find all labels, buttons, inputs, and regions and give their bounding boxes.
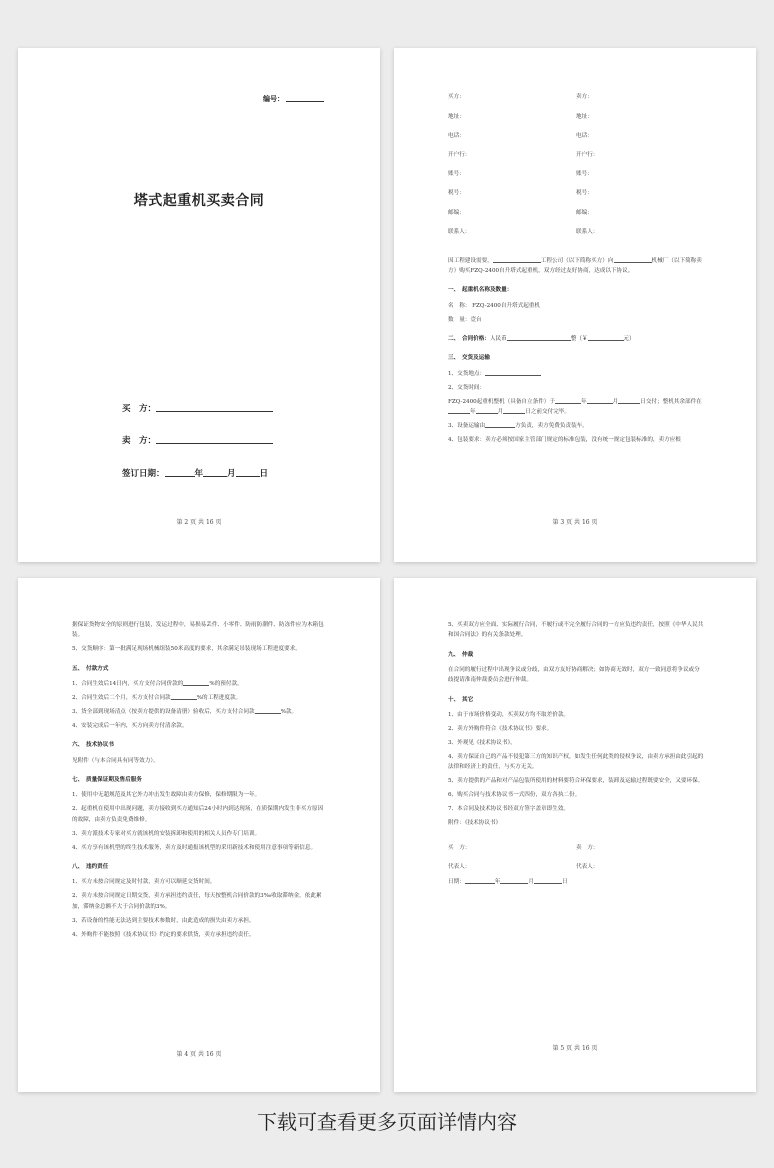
- year-label: 年: [194, 469, 204, 479]
- intro-text: 因工程建设需要，: [448, 257, 493, 264]
- clause-text: 元）: [623, 335, 635, 342]
- cover-sign-date-field: [122, 467, 268, 479]
- blank: [476, 413, 498, 414]
- clause-text: 1、交货地点：: [448, 370, 486, 377]
- party-row: [448, 107, 704, 126]
- party-row: [448, 88, 704, 107]
- clause: [72, 679, 328, 689]
- clause: 见附件（与本合同具有同等效力）。: [72, 757, 159, 764]
- party-label: 地址：: [576, 113, 593, 120]
- clause: 在合同的履行过程中出现争议或分歧，由双方友好协商解决；如协商无效时，双方一致同意将争议或分歧提请淮南仲裁委员会进行仲裁。: [448, 667, 700, 684]
- clause-text: 年: [470, 408, 476, 415]
- clause: 3、外观见《技术协议书》。: [448, 740, 516, 747]
- party-label: 联系人：: [576, 228, 599, 235]
- party-label: 邮编：: [448, 209, 465, 216]
- page-footer: 第 2 页 共 16 页: [176, 519, 222, 526]
- month-label: 月: [227, 469, 236, 479]
- blank: [618, 403, 640, 404]
- page-content: [448, 88, 704, 449]
- contract-page-4: [18, 578, 380, 1092]
- blank: [587, 403, 613, 404]
- clause: 名 称： FZQ-2400自升塔式起重机: [448, 302, 540, 309]
- clause-text: 月: [497, 408, 504, 415]
- clause: 2、交货时间：: [448, 384, 486, 391]
- clause: 4、卖方保证自己的产品不侵犯第三方的知识产权，如发生任何此类的侵权争议，由卖方承担由此引起的法律和经济上的责任，与买方无关。: [448, 754, 704, 771]
- party-label: 开户行：: [576, 151, 599, 158]
- section-heading: [448, 334, 704, 344]
- page-content: [448, 620, 704, 891]
- day-label: 日: [259, 469, 269, 479]
- clause: 4、包装要求：卖方必须按国家主管部门规定的标准包装，没有统一规定包装标准的，卖方应根: [448, 436, 681, 443]
- contract-number: [263, 94, 324, 104]
- clause: 4、买方享有该机型的终生技术服务，卖方及时通报该机型的采用新技术和使用注意事项等新信息。: [72, 844, 317, 851]
- party-row: [448, 165, 704, 184]
- clause-text: 方负责，卖方免费负责装车。: [515, 422, 588, 429]
- blank: [171, 699, 197, 700]
- section-heading: 八、 违约责任: [72, 864, 109, 871]
- clause: 4、安装完成后一年内，买方向卖方付清余款。: [72, 723, 188, 730]
- clause: 1、使用中无超规范及其它外力冲击发生故障由卖方保修，保修期限为一年。: [72, 792, 261, 799]
- cover-buyer-field: [122, 402, 273, 414]
- clause-text: 2、合同生效后二个月，买方支付合同款: [72, 695, 171, 702]
- clause: 3、卖方派技术专家对买方就该机的安装拆卸和使用的相关人员作专门培训。: [72, 830, 261, 837]
- signature-label: 代表人：: [576, 864, 599, 871]
- clause-text: 日之前交付完毕。: [525, 408, 570, 415]
- page-footer: 第 4 页 共 16 页: [176, 1051, 222, 1058]
- clause: 7、本合同及技术协议书经双方签字盖章即生效。: [448, 806, 570, 813]
- blank: [500, 883, 528, 884]
- signature-label: 买 方：: [448, 845, 471, 852]
- cover-seller-label: 卖 方：: [122, 436, 157, 446]
- clause: 1、买方未按合同规定及时付款，卖方可以顺延交货时间。: [72, 879, 216, 886]
- signature-date: [448, 877, 704, 887]
- clause-text: %款。: [280, 709, 298, 716]
- year-label: 年: [494, 879, 501, 886]
- clause-text: 1、合同生效后14日内，买方支付合同价款的: [72, 681, 184, 688]
- contract-page-3: [394, 48, 756, 562]
- clause-text: 人民币: [489, 335, 507, 342]
- cover-buyer-blank: [156, 411, 273, 412]
- signature-row: [448, 858, 704, 877]
- blank: [493, 262, 541, 263]
- clause: [72, 707, 328, 717]
- signature-label: 代表人：: [448, 864, 471, 871]
- contract-title: 塔式起重机买卖合同: [133, 193, 265, 209]
- page-footer: 第 5 页 共 16 页: [552, 1045, 598, 1052]
- clause-text: 月: [612, 398, 619, 405]
- clause: 6、购买合同与技术协议书一式四份，双方各执二份。: [448, 792, 581, 799]
- clause: [448, 421, 704, 431]
- clause: 据保证货物安全的原则进行包装，发运过程中，易损易丢件、小零件、防雨防潮件、防冻件应为木箱包装。: [72, 622, 324, 639]
- blank: [503, 413, 525, 414]
- blank: [465, 883, 495, 884]
- party-label: 邮编：: [576, 209, 593, 216]
- blank: [485, 375, 541, 376]
- month-blank: [203, 476, 227, 477]
- signature-label: 卖 方：: [576, 845, 599, 852]
- clause: 4、外购件不能按照《技术协议书》约定的要求供货，卖方承担违约责任。: [72, 931, 255, 938]
- section-heading: 十、 其它: [448, 696, 474, 703]
- cover-seller-blank: [156, 443, 273, 444]
- clause-text: %的预付款。: [209, 681, 243, 688]
- day-label: 日: [562, 879, 568, 886]
- clause: 5、买卖双方应全面、实际履行合同，不履行或不完全履行合同的一方应负违约责任，按照《中华人民共和国合同法》的有关条款处理。: [448, 622, 704, 639]
- blank: [448, 413, 470, 414]
- clause-text: 日交付；整机其余部件在: [640, 398, 702, 405]
- party-row: [448, 146, 704, 165]
- party-label: 税号：: [576, 190, 593, 197]
- clause: 数 量：壹台: [448, 316, 482, 323]
- contract-page-5: [394, 578, 756, 1092]
- intro-text: 工程公司（以下简称买方）向: [540, 257, 614, 264]
- party-row: [448, 126, 704, 145]
- party-label: 税号：: [448, 190, 465, 197]
- clause-text: %的工程进度款。: [196, 695, 242, 702]
- clause: 2、卖方外购件符合《技术协议书》要求。: [448, 726, 553, 733]
- contract-number-blank: [286, 101, 324, 102]
- section-heading: 七、 质量保证期及售后服务: [72, 777, 142, 784]
- date-label: 日期：: [448, 879, 465, 886]
- section-heading: 五、 付款方式: [72, 665, 109, 672]
- clause: 附件：《技术协议书》: [448, 820, 502, 827]
- party-row: [448, 184, 704, 203]
- page-content: [72, 620, 328, 944]
- blank: [614, 262, 652, 263]
- party-label: 账号：: [576, 171, 593, 178]
- clause: 3、若设备的性能无法达到主要技术参数时，由此造成的损失由卖方承担。: [72, 917, 255, 924]
- clause-text: 3、货全部到现场清点（按卖方提供的设备清册）验收后，买方支付合同款: [72, 709, 255, 716]
- clause-text: 3、设备运输由: [448, 422, 486, 429]
- contract-number-label: 编号：: [263, 94, 284, 103]
- party-label: 电话：: [576, 132, 593, 139]
- blank: [588, 340, 624, 341]
- intro-paragraph: [448, 256, 704, 277]
- cover-buyer-label: 买 方：: [122, 404, 157, 414]
- blank: [255, 713, 281, 714]
- section-heading: 九、 仲裁: [448, 651, 474, 658]
- clause: [448, 397, 704, 418]
- blank: [534, 883, 562, 884]
- clause-text: FZQ-2400起重机整机（具备自立条件）于: [448, 398, 555, 405]
- year-blank: [165, 476, 195, 477]
- clause-text: 年: [581, 398, 587, 405]
- clause: 2、起重机在使用中出现问题，卖方接收到买方通知后24小时内到达现场，在质保期内发生非买方原因的故障，由卖方负责免费维修。: [72, 806, 324, 823]
- clause: 2、卖方未按合同规定日期交货，卖方承担违约责任，每天按整机合同价款的3‰收取滞纳金，依此累加，滞纳金总额不大于合同价款的3%。: [72, 893, 322, 910]
- party-label: 电话：: [448, 132, 465, 139]
- party-label: 地址：: [448, 113, 465, 120]
- party-row: [448, 203, 704, 222]
- month-label: 月: [528, 879, 535, 886]
- party-label: 卖方：: [576, 94, 593, 101]
- section-heading: 三、 交货及运输: [448, 355, 490, 362]
- clause: [448, 369, 704, 379]
- intro-text: 机械厂（以下简称卖方）购买FZQ-2400自升塔式起重机。双方经过友好协商，达成以下协议。: [448, 257, 702, 274]
- party-label: 买方：: [448, 94, 465, 101]
- clause: 1、由于市场价格变动，买卖双方均不取差价款。: [448, 712, 570, 719]
- party-row: [448, 222, 704, 241]
- day-blank: [236, 476, 260, 477]
- blank: [183, 685, 209, 686]
- party-label: 开户行：: [448, 151, 471, 158]
- clause: 5、交货顺序：第一批满足现场机械组装50米高度的要求，其余满足吊装现场工程进度要求。: [72, 646, 301, 653]
- clause: [72, 693, 328, 703]
- section-heading: 六、 技术协议书: [72, 742, 114, 749]
- cover-seller-field: [122, 434, 273, 446]
- clause-text: 整（￥: [570, 335, 588, 342]
- clause: 5、卖方提供的产品和对产品包装所使用的材料要符合环保要求，装卸及运输过程既要安全，又要环保。: [448, 778, 704, 785]
- blank: [507, 340, 571, 341]
- download-caption: 下载可查看更多页面详情内容: [257, 1110, 517, 1134]
- blank: [485, 427, 515, 428]
- signature-row: [448, 839, 704, 858]
- blank: [555, 403, 581, 404]
- cover-sign-date-label: 签订日期：: [122, 469, 165, 479]
- page-footer: 第 3 页 共 16 页: [552, 519, 598, 526]
- section-heading-text: 二、 合同价格：: [448, 335, 490, 342]
- party-label: 账号：: [448, 171, 465, 178]
- party-label: 联系人：: [448, 228, 471, 235]
- section-heading: 一、 起重机名称及数量：: [448, 287, 513, 294]
- cover-page: [18, 48, 380, 562]
